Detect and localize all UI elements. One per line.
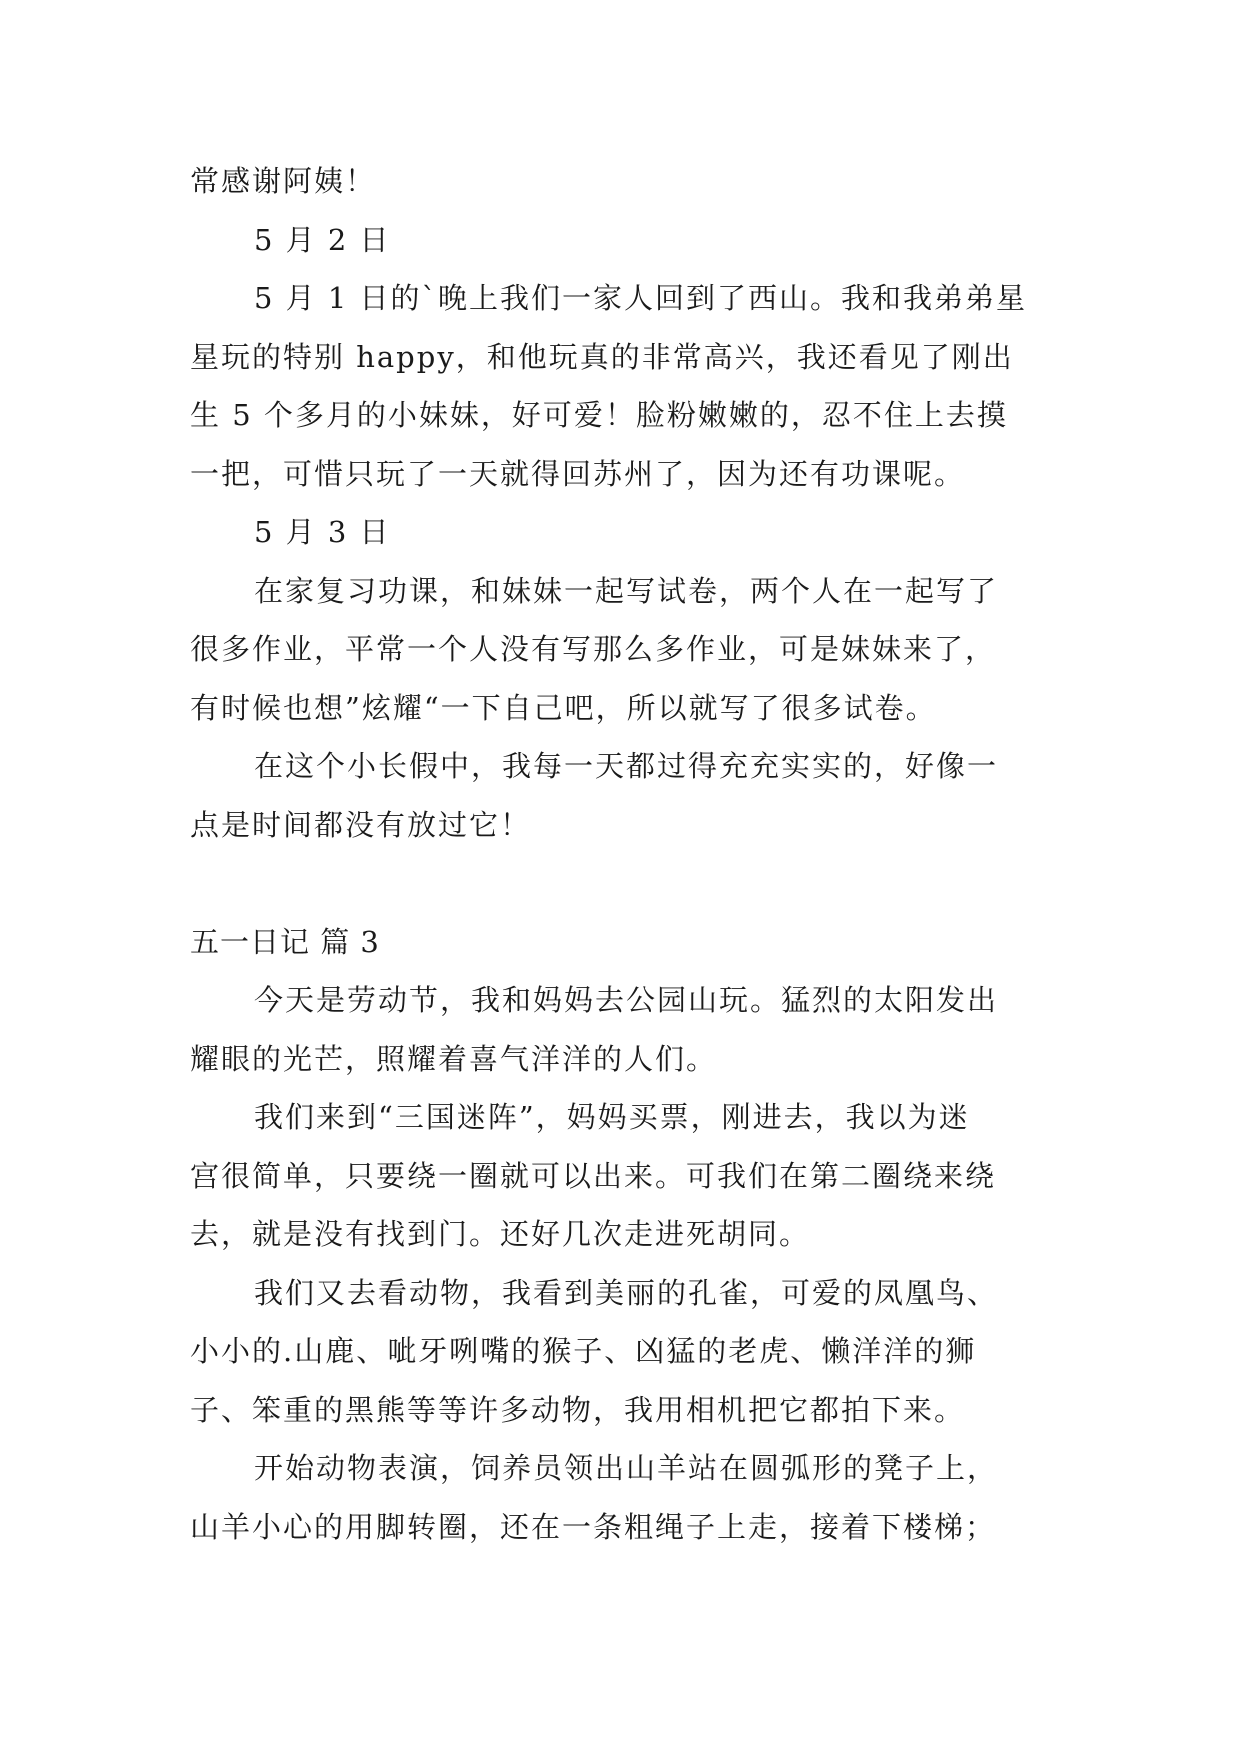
paragraph-line: 点是时间都没有放过它！ — [190, 807, 532, 842]
paragraph-line: 5 月 1 日的`晚上我们一家人回到了西山。我和我弟弟星 — [254, 281, 1028, 315]
paragraph-line: 星玩的特别 happy，和他玩真的非常高兴，我还看见了刚出 — [190, 339, 1014, 374]
paragraph-line: 耀眼的光芒，照耀着喜气洋洋的人们。 — [190, 1041, 718, 1076]
paragraph-line: 宫很简单，只要绕一圈就可以出来。可我们在第二圈绕来绕 — [190, 1158, 997, 1193]
paragraph-line: 我们又去看动物，我看到美丽的孔雀，可爱的凤凰鸟、 — [254, 1275, 999, 1310]
paragraph-line: 在家复习功课，和妹妹一起写试卷，两个人在一起写了 — [254, 573, 999, 608]
paragraph-line: 今天是劳动节，我和妈妈去公园山玩。猛烈的太阳发出 — [254, 983, 999, 1017]
paragraph-line: 生 5 个多月的小妹妹，好可爱！脸粉嫩嫩的，忍不住上去摸 — [190, 398, 1008, 432]
paragraph-line: 子、笨重的黑熊等等许多动物，我用相机把它都拍下来。 — [190, 1392, 966, 1427]
document-page — [190, 152, 1060, 1556]
section-title: 五一日记 篇 3 — [190, 924, 380, 959]
paragraph-line: 在这个小长假中，我每一天都过得充充实实的，好像一 — [254, 749, 999, 783]
paragraph-line: 一把，可惜只玩了一天就得回苏州了，因为还有功课呢。 — [190, 456, 966, 491]
paragraph-line: 很多作业，平常一个人没有写那么多作业，可是妹妹来了， — [190, 632, 997, 666]
paragraph-line: 开始动物表演，饲养员领出山羊站在圆弧形的凳子上， — [254, 1451, 999, 1485]
date-heading: 5 月 2 日 — [254, 222, 391, 257]
section-gap — [190, 854, 1060, 913]
paragraph-line: 山羊小心的用脚转圈，还在一条粗绳子上走，接着下楼梯； — [190, 1509, 997, 1544]
paragraph-line: 有时候也想”炫耀“一下自己吧，所以就写了很多试卷。 — [190, 690, 937, 725]
paragraph-line: 去，就是没有找到门。还好几次走进死胡同。 — [190, 1217, 811, 1251]
paragraph-line: 我们来到“三国迷阵”，妈妈买票，刚进去，我以为迷 — [254, 1100, 970, 1134]
paragraph-line: 小小的.山鹿、呲牙咧嘴的猴子、凶猛的老虎、懒洋洋的狮 — [190, 1334, 977, 1368]
paragraph-line: 常感谢阿姨！ — [190, 164, 377, 198]
date-heading: 5 月 3 日 — [254, 515, 391, 549]
